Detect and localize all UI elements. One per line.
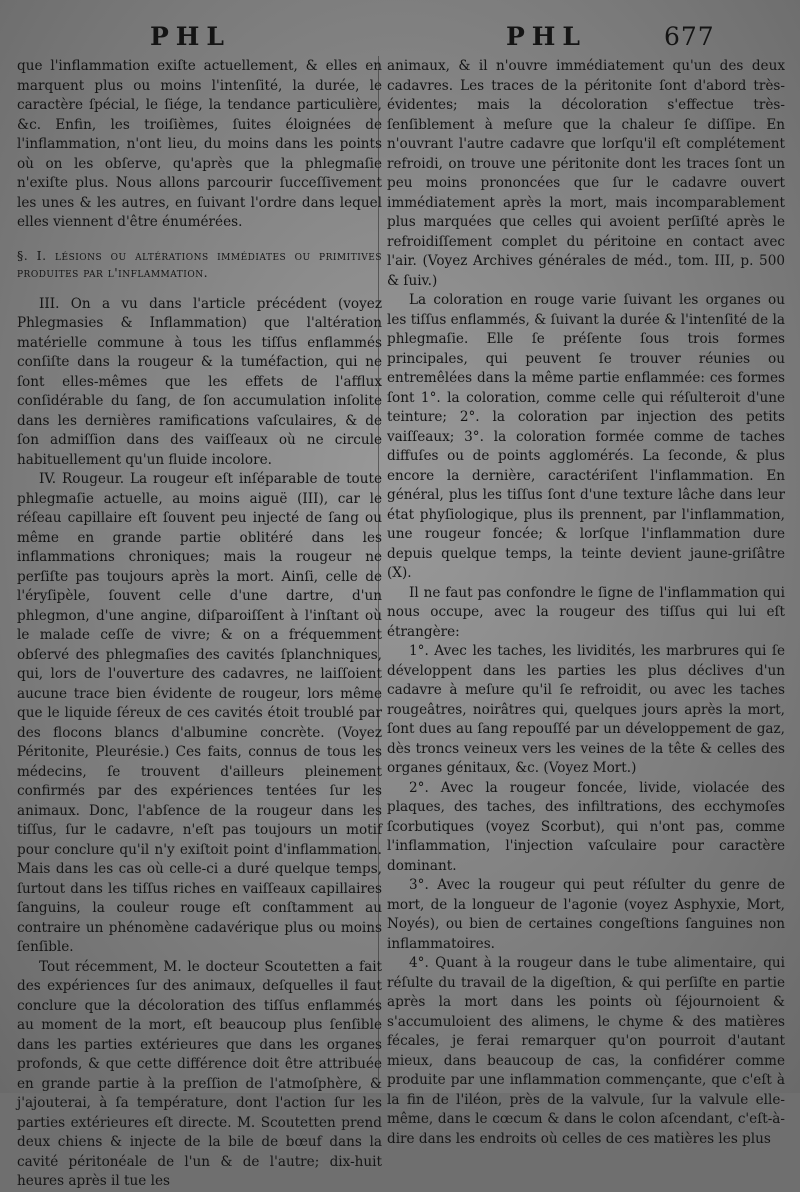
paragraph: Tout récemment, M. le docteur Scoutetten a fait des expériences ſur des animaux, deſquelles il faut conclure que la décoloration des tiſſus enflammés au moment de la mort, eſt beaucoup plus ſenſible dans les parties extérieures que dans les organes profonds, & que cette différence doit être attribuée en grande partie à la preſſion de l'atmoſphère, & j'ajouterai, à ſa température, dont l'action ſur les parties extérieures eſt directe. M. Scoutetten prend deux chiens & injecte de la bile de bœuf dans la cavité péritonéale de l'un & de l'autre; dix-huit heures après il tue les bbox=[17, 958, 382, 1189]
paragraph: 3°. Avec la rougeur qui peut réſulter du genre de mort, de la longueur de l'agonie (voyez Asphyxie, Mort, Noyés), ou bien de certaines congeſtions ſanguines non inflammatoires. bbox=[387, 877, 785, 952]
paragraph: 1°. Avec les taches, les lividités, les marbrures qui ſe développent dans les parties les plus déclives d'un cadavre à meſure qu'il ſe refroidit, ou avec les taches rougeâtres, noirâtres qui, quelques jours après la mort, ſont dues au ſang repouſſé par un développement de gaz, dès troncs veineux vers les veines de la tête & celles des organes génitaux, &c. (Voyez Mort.) bbox=[387, 643, 785, 776]
paragraph: IV. Rougeur. La rougeur eſt inſéparable de toute phlegmaſie actuelle, au moins aiguë (III), car le réſeau capillaire eſt ſouvent peu injecté de ſang ou même en grande partie oblitéré dans les inflammations chroniques; mais la rougeur ne perſiſte pas toujours après la mort. Ainſi, celle de l'éryſipèle, ſouvent celle d'une dartre, d'un phlegmon, d'une angine, diſparoiſſent à l'inſtant où le malade ceſſe de vivre; & on a fréquemment obſervé des phlegmaſies des cavités ſplanchniques, qui, lors de l'ouverture des cadavres, ne laiſſoient aucune trace bien évidente de rougeur, lors même que le liquide ſéreux de ces cavités étoit troublé par des flocons blancs d'albumine concrète. (Voyez Péritonite, Pleurésie.) Ces faits, connus de tous les médecins, ſe trouvent d'ailleurs pleinement confirmés par des expériences tentées ſur les animaux. Donc, l'abſence de la rougeur dans les tiſſus, ſur le cadavre, n'eſt pas toujours un motif pour conclure qu'il n'y exiſtoit point d'inflammation. Mais dans les cas où celle-ci a duré quelque temps, ſurtout dans les tiſſus riches en vaiſſeaux capillaires ſanguins, la couleur rouge eſt conſtamment au contraire un phénomène cadavérique plus ou moins ſenſible. bbox=[17, 471, 382, 955]
section-heading: §. I. lésions ou altérations immédiates ou primitives produites par l'inflammation. bbox=[17, 247, 382, 280]
paragraph: 4°. Quant à la rougeur dans le tube alimentaire, qui réſulte du travail de la digeſtion, & qui perſiſte en partie après la mort dans les points où ſéjournoient & s'accumuloient des alimens, le chyme & des matières fécales, je ferai remarquer qu'on pourroit d'autant mieux, dans beaucoup de cas, la confidérer comme produite par une inflammation commençante, que c'eſt à la fin de l'iléon, près de la valvule, ſur la valvule elle-même, dans le cœcum & dans le colon aſcendant, c'eſt-à-dire dans les endroits où celles de ces matières les plus bbox=[387, 955, 785, 1147]
paragraph: III. On a vu dans l'article précédent (voyez Phlegmasies & Inflammation) que l'altération matérielle commune à tous les tiſſus enflammés conſiſte dans la rougeur & la tuméfaction, qui ne ſont elles-mêmes que les effets de l'afflux conſidérable du ſang, de ſon accumulation inſolite dans les dernières ramifications vaſculaires, & de ſon admiſſion dans des vaiſſeaux où ne circule habituellement qu'un fluide incolore. bbox=[17, 295, 382, 468]
paragraph: La coloration en rouge varie ſuivant les organes ou les tiſſus enflammés, & ſuivant la durée & l'intenſité de la phlegmaſie. Elle ſe préſente ſous trois formes principales, qui peuvent ſe trouver réunies ou entremêlées dans la même partie enflammée: ces formes ſont 1°. la coloration, comme celle qui réſulteroit d'une teinture; 2°. la coloration par injection des petits vaiſſeaux; 3°. la coloration formée comme de taches diffuſes ou de points agglomérés. La ſeconde, & plus encore la dernière, caractériſent l'inflammation. En général, plus les tiſſus ſont d'une texture lâche dans leur état phyſiologique, plus ils prennent, par l'inflammation, une rougeur foncée; & lorſque l'inflammation dure depuis quelque temps, la teinte devient jaune-griſâtre (X). bbox=[387, 292, 785, 581]
right-column bbox=[387, 57, 785, 1149]
paragraph: 2°. Avec la rougeur foncée, livide, violacée des plaques, des taches, des infiltrations, des ecchymoſes ſcorbutiques (voyez Scorbut), qui n'ont pas, comme l'inflammation, l'injection vaſculaire pour caractère dominant. bbox=[387, 779, 785, 874]
paragraph: que l'inflammation exiſte actuellement, & elles en marquent plus ou moins l'intenſité, la durée, le caractère ſpécial, le ſiége, la tendance particulière, &c. Enfin, les troiſièmes, ſuites éloignées de l'inflammation, n'ont lieu, du moins dans les points où on les obſerve, qu'après que la phlegmaſie n'exiſte plus. Nous allons parcourir ſucceſſivement les unes & les autres, en ſuivant l'ordre dans lequel elles viennent d'être énumérées. bbox=[17, 58, 382, 230]
page-number: 677 bbox=[664, 22, 715, 51]
running-head-right: PHL bbox=[506, 22, 587, 51]
left-column bbox=[17, 57, 382, 1192]
paragraph: animaux, & il n'ouvre immédiatement qu'un des deux cadavres. Les traces de la péritonite ſont d'abord très-évidentes; mais la décoloration s'effectue très-ſenſiblement à meſure que la chaleur ſe diſſipe. En n'ouvrant l'autre cadavre que lorſqu'il eſt complétement refroidi, on trouve une péritonite dont les traces ſont un peu moins prononcées que ſur le cadavre ouvert immédiatement après la mort, mais incomparablement plus marquées que celles qui avoient perſiſté après le refroidiſſement complet du péritoine en contact avec l'air. (Voyez Archives générales de méd., tom. III, p. 500 & ſuiv.) bbox=[387, 58, 785, 289]
running-head-left: PHL bbox=[150, 22, 231, 51]
paragraph: Il ne faut pas confondre le ſigne de l'inflammation qui nous occupe, avec la rougeur des tiſſus qui lui eſt étrangère: bbox=[387, 584, 785, 640]
